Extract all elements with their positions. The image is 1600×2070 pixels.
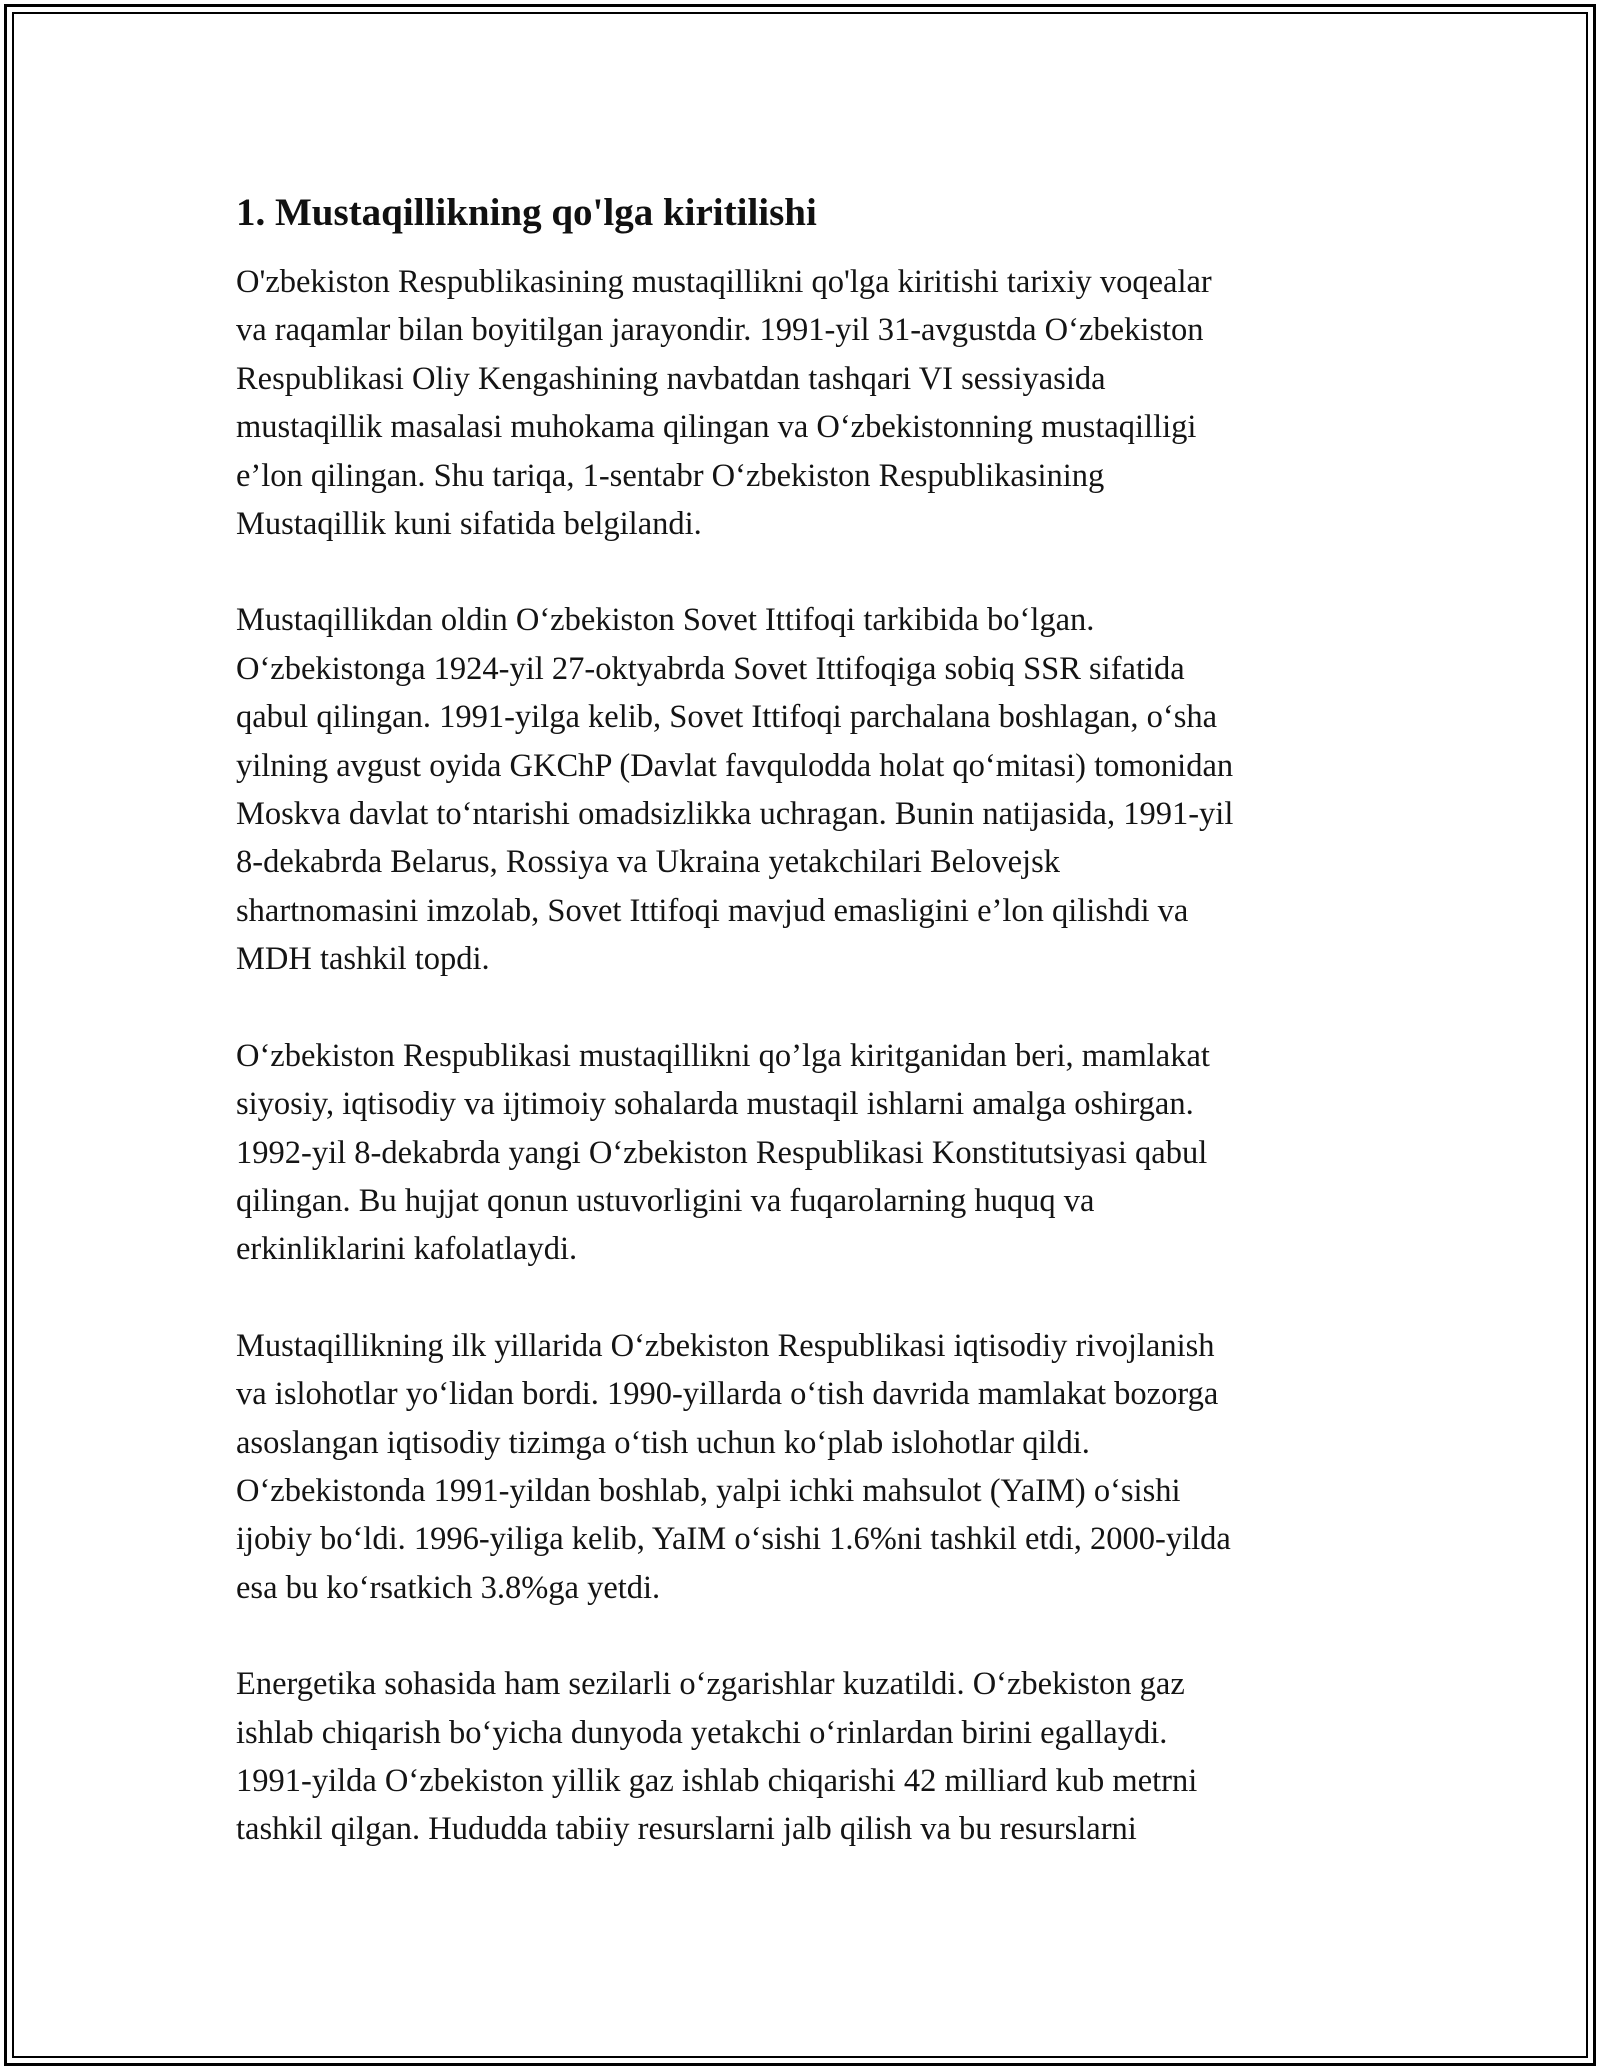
paragraph-3: O‘zbekiston Respublikasi mustaqillikni qo’lga kiritganidan beri, mamlakat siyosiy, iqtisodiy va ijtimoiy sohalarda mustaqil ishlarni amalga oshirgan. 1992-yil 8-dekabrda yangi O‘zbekiston Respublikasi Konstitutsiyasi qabul qilingan. Bu hujjat qonun ustuvorligini va fuqarolarning huquq va erkinliklarini kafolatlaydi. [236, 1037, 1210, 1268]
paragraph-2: Mustaqillikdan oldin O‘zbekiston Sovet Ittifoqi tarkibida bo‘lgan. O‘zbekistonga 1924-yil 27-oktyabrda Sovet Ittifoqiga sobiq SSR sifatida qabul qilingan. 1991-yilga kelib, Sovet Ittifoqi parchalana boshlagan, o‘sha yilning avgust oyida GKChP (Davlat favqulodda holat qo‘mitasi) tomonidan Moskva davlat to‘ntarishi omadsizlikka uchragan. Bunin natijasida, 1991-yil 8-dekabrda Belarus, Rossiya va Ukraina yetakchilari Belovejsk shartnomasini imzolab, Sovet Ittifoqi mavjud emasligini e’lon qilishdi va MDH tashkil topdi. [236, 602, 1234, 978]
paragraph-5: Energetika sohasida ham sezilarli o‘zgarishlar kuzatildi. O‘zbekiston gaz ishlab chiqarish bo‘yicha dunyoda yetakchi o‘rinlardan birini egallaydi. 1991-yilda O‘zbekiston yillik gaz ishlab chiqarishi 42 milliard kub metrni tashkil qilgan. Hududda tabiiy resurslarni jalb qilish va bu resurslarni [236, 1666, 1198, 1848]
document-body [236, 186, 1372, 1902]
section-heading: 1. Mustaqillikning qo'lga kiritilishi [236, 191, 817, 234]
paragraph-4: Mustaqillikning ilk yillarida O‘zbekiston Respublikasi iqtisodiy rivojlanish va islohotlar yo‘lidan bordi. 1990-yillarda o‘tish davrida mamlakat bozorga asoslangan iqtisodiy tizimga o‘tish uchun ko‘plab islohotlar qildi. O‘zbekistonda 1991-yildan boshlab, yalpi ichki mahsulot (YaIM) o‘sishi ijobiy bo‘ldi. 1996-yiliga kelib, YaIM o‘sishi 1.6%ni tashkil etdi, 2000-yilda esa bu ko‘rsatkich 3.8%ga yetdi. [236, 1327, 1231, 1606]
paragraph-1: O'zbekiston Respublikasining mustaqillikni qo'lga kiritishi tarixiy voqealar va raqamlar bilan boyitilgan jarayondir. 1991-yil 31-avgustda O‘zbekiston Respublikasi Oliy Kengashining navbatdan tashqari VI sessiyasida mustaqillik masalasi muhokama qilingan va O‘zbekistonning mustaqilligi e’lon qilingan. Shu tariqa, 1-sentabr O‘zbekiston Respublikasining Mustaqillik kuni sifatida belgilandi. [236, 264, 1212, 543]
